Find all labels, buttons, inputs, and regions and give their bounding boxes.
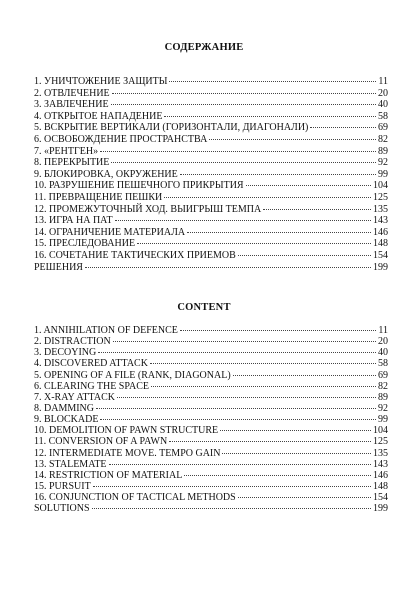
dot-leader xyxy=(263,209,371,210)
toc-entry xyxy=(34,134,388,146)
dot-leader xyxy=(109,464,371,465)
toc-entry-title: 10. РАЗРУШЕНИЕ ПЕШЕЧНОГО ПРИКРЫТИЯ xyxy=(34,180,244,192)
toc-entry-title: 11. ПРЕВРАЩЕНИЕ ПЕШКИ xyxy=(34,191,163,203)
toc-entry-title: 4. ОТКРЫТОЕ НАПАДЕНИЕ xyxy=(34,110,163,122)
dot-leader xyxy=(93,486,371,487)
toc-entry-title: 13. ИГРА НА ПАТ xyxy=(34,215,113,227)
toc-entry-title: 7. «РЕНТГЕН» xyxy=(34,145,99,157)
toc-entry xyxy=(34,481,388,492)
toc-entry xyxy=(34,215,388,227)
toc-entry-page-number: 125 xyxy=(373,436,388,448)
toc-entry xyxy=(34,99,388,111)
toc-entry-title: 5. OPENING OF A FILE (RANK, DIAGONAL) xyxy=(34,369,231,381)
dot-leader xyxy=(117,397,376,398)
toc-entry xyxy=(34,122,388,134)
dot-leader xyxy=(180,174,376,175)
toc-entry-title: 3. ЗАВЛЕЧЕНИЕ xyxy=(34,99,109,111)
toc-entry-title: 2. DISTRACTION xyxy=(34,336,111,348)
toc-entry-page-number: 89 xyxy=(378,145,388,157)
toc-entry-title: 9. BLOCKADE xyxy=(34,414,99,426)
toc-entry-title: SOLUTIONS xyxy=(34,503,90,515)
toc-entry-page-number: 11 xyxy=(378,325,388,336)
toc-entry xyxy=(34,336,388,347)
toc-entry xyxy=(34,403,388,414)
toc-entry-page-number: 58 xyxy=(378,358,388,370)
dot-leader xyxy=(184,475,371,476)
toc-entry xyxy=(34,459,388,470)
russian-contents-title: СОДЕРЖАНИЕ xyxy=(164,42,244,53)
toc-entry-page-number: 92 xyxy=(378,157,388,169)
toc-entry-title: 6. ОСВОБОЖДЕНИЕ ПРОСТРАНСТВА xyxy=(34,133,208,145)
toc-entry-page-number: 154 xyxy=(373,492,388,504)
toc-entry xyxy=(34,180,388,192)
toc-entry-page-number: 199 xyxy=(373,261,388,273)
toc-entry-title: 9. БЛОКИРОВКА, ОКРУЖЕНИЕ xyxy=(34,168,178,180)
dot-leader xyxy=(246,185,371,186)
toc-entry xyxy=(34,492,388,503)
toc-entry xyxy=(34,470,388,481)
toc-entry xyxy=(34,381,388,392)
toc-entry xyxy=(34,238,388,250)
dot-leader xyxy=(220,430,371,431)
toc-entry xyxy=(34,448,388,459)
toc-entry-page-number: 146 xyxy=(373,226,388,238)
toc-entry-title: 16. СОЧЕТАНИЕ ТАКТИЧЕСКИХ ПРИЕМОВ xyxy=(34,249,236,261)
toc-entry xyxy=(34,88,388,100)
toc-entry-page-number: 148 xyxy=(373,238,388,250)
toc-entry xyxy=(34,503,388,514)
toc-entry-page-number: 89 xyxy=(378,391,388,403)
russian-contents-list xyxy=(34,76,388,273)
dot-leader xyxy=(113,341,376,342)
toc-entry-title: 12. ПРОМЕЖУТОЧНЫЙ ХОД. ВЫИГРЫШ ТЕМПА xyxy=(34,203,262,215)
dot-leader xyxy=(222,453,371,454)
toc-entry-title: 14. RESTRICTION OF MATERIAL xyxy=(34,469,183,481)
toc-entry xyxy=(34,157,388,169)
dot-leader xyxy=(238,255,371,256)
toc-entry-page-number: 104 xyxy=(373,180,388,192)
toc-entry-page-number: 99 xyxy=(378,414,388,426)
toc-entry-page-number: 143 xyxy=(373,215,388,227)
toc-entry xyxy=(34,169,388,181)
toc-entry-page-number: 154 xyxy=(373,249,388,261)
english-contents-title: CONTENT xyxy=(177,302,231,313)
toc-entry-title: 5. ВСКРЫТИЕ ВЕРТИКАЛИ (ГОРИЗОНТАЛИ, ДИАГОНАЛИ) xyxy=(34,122,309,134)
toc-entry-page-number: 143 xyxy=(373,458,388,470)
dot-leader xyxy=(137,243,371,244)
dot-leader xyxy=(98,352,376,353)
toc-entry-page-number: 20 xyxy=(378,336,388,348)
toc-entry xyxy=(34,204,388,216)
toc-entry xyxy=(34,358,388,369)
toc-entry-page-number: 58 xyxy=(378,110,388,122)
toc-entry-page-number: 104 xyxy=(373,425,388,437)
toc-entry-title: 1. ANNIHILATION OF DEFENCE xyxy=(34,325,178,336)
dot-leader xyxy=(151,386,376,387)
toc-entry-page-number: 69 xyxy=(378,369,388,381)
toc-entry-title: 12. INTERMEDIATE MOVE. TEMPO GAIN xyxy=(34,447,221,459)
dot-leader xyxy=(111,104,376,105)
toc-entry-title: 2. ОТВЛЕЧЕНИЕ xyxy=(34,87,110,99)
toc-entry-page-number: 199 xyxy=(373,503,388,515)
dot-leader xyxy=(164,197,371,198)
toc-entry xyxy=(34,425,388,436)
toc-entry xyxy=(34,76,388,88)
toc-entry-page-number: 135 xyxy=(373,203,388,215)
toc-entry-page-number: 11 xyxy=(378,76,388,87)
toc-entry-page-number: 40 xyxy=(378,99,388,111)
toc-entry-title: 11. CONVERSION OF A PAWN xyxy=(34,436,168,448)
toc-entry xyxy=(34,347,388,358)
toc-entry-page-number: 146 xyxy=(373,469,388,481)
english-contents-list xyxy=(34,325,388,514)
dot-leader xyxy=(169,81,376,82)
dot-leader xyxy=(180,330,376,331)
dot-leader xyxy=(111,162,376,163)
toc-entry xyxy=(34,262,388,274)
dot-leader xyxy=(100,419,376,420)
toc-entry-title: 7. X-RAY ATTACK xyxy=(34,391,115,403)
toc-entry xyxy=(34,414,388,425)
dot-leader xyxy=(187,232,371,233)
dot-leader xyxy=(115,220,371,221)
toc-entry-title: 8. ПЕРЕКРЫТИЕ xyxy=(34,157,110,169)
toc-entry-title: 16. CONJUNCTION OF TACTICAL METHODS xyxy=(34,492,236,504)
dot-leader xyxy=(100,151,376,152)
toc-entry-page-number: 82 xyxy=(378,380,388,392)
toc-entry-page-number: 125 xyxy=(373,191,388,203)
dot-leader xyxy=(169,441,371,442)
toc-entry-title: 15. PURSUIT xyxy=(34,480,91,492)
dot-leader xyxy=(209,139,376,140)
toc-entry xyxy=(34,250,388,262)
toc-entry-page-number: 40 xyxy=(378,347,388,359)
dot-leader xyxy=(85,267,371,268)
dot-leader xyxy=(164,116,376,117)
toc-entry xyxy=(34,227,388,239)
toc-entry-title: 1. УНИЧТОЖЕНИЕ ЗАЩИТЫ xyxy=(34,76,168,87)
toc-entry xyxy=(34,325,388,336)
toc-entry-title: РЕШЕНИЯ xyxy=(34,261,83,273)
dot-leader xyxy=(310,127,376,128)
toc-entry-title: 3. DECOYING xyxy=(34,347,97,359)
toc-entry-page-number: 148 xyxy=(373,480,388,492)
toc-entry xyxy=(34,146,388,158)
toc-entry xyxy=(34,192,388,204)
toc-entry-title: 13. STALEMATE xyxy=(34,458,107,470)
toc-entry-title: 14. ОГРАНИЧЕНИЕ МАТЕРИАЛА xyxy=(34,226,186,238)
dot-leader xyxy=(150,363,376,364)
toc-entry xyxy=(34,392,388,403)
toc-entry-title: 6. CLEARING THE SPACE xyxy=(34,380,150,392)
dot-leader xyxy=(96,408,376,409)
toc-entry-page-number: 69 xyxy=(378,122,388,134)
toc-entry-page-number: 135 xyxy=(373,447,388,459)
toc-entry xyxy=(34,111,388,123)
toc-entry-page-number: 99 xyxy=(378,168,388,180)
toc-entry-page-number: 92 xyxy=(378,402,388,414)
dot-leader xyxy=(238,497,371,498)
toc-entry-title: 10. DEMOLITION OF PAWN STRUCTURE xyxy=(34,425,219,437)
toc-entry-title: 4. DISCOVERED ATTACK xyxy=(34,358,148,370)
toc-entry xyxy=(34,370,388,381)
toc-entry xyxy=(34,436,388,447)
toc-entry-title: 8. DAMMING xyxy=(34,402,94,414)
dot-leader xyxy=(233,375,376,376)
toc-entry-page-number: 82 xyxy=(378,133,388,145)
toc-entry-page-number: 20 xyxy=(378,87,388,99)
dot-leader xyxy=(92,508,371,509)
dot-leader xyxy=(112,93,376,94)
toc-entry-title: 15. ПРЕСЛЕДОВАНИЕ xyxy=(34,238,136,250)
